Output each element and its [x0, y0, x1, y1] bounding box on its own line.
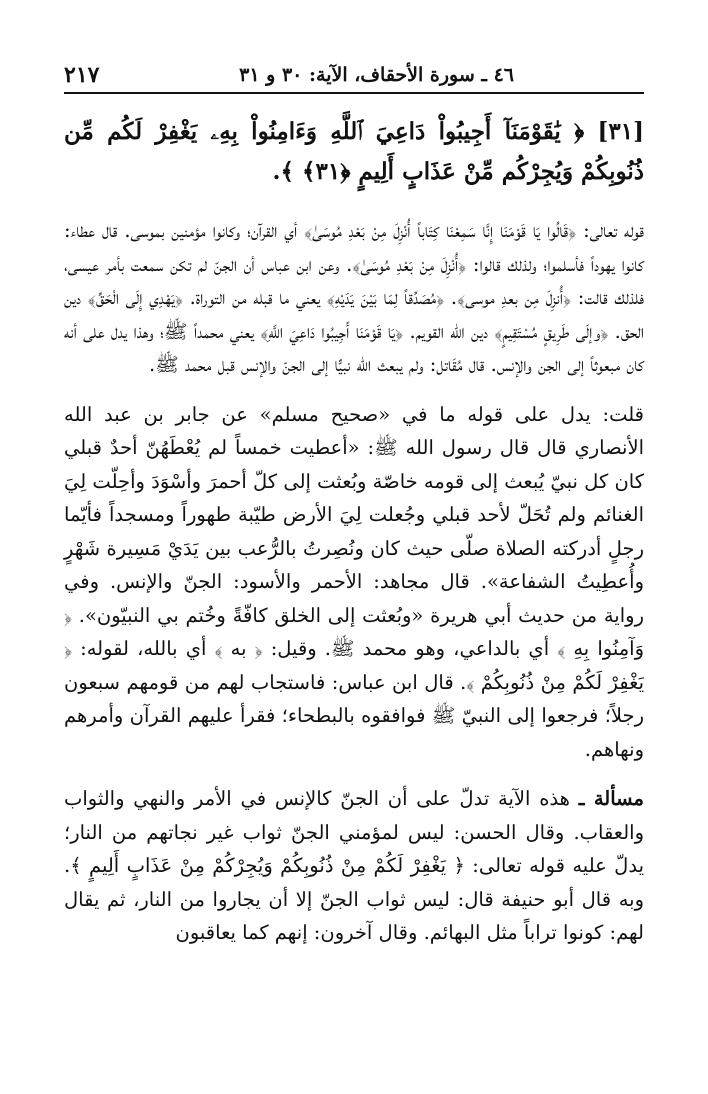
paragraph-text: قلت: يدل على قوله ما في «صحيح مسلم» عن جابر بن عبد الله الأنصاري قال قال رسول الله ﷺ: «أعطيت خمساً لم يُعْطَهُنّ أحدٌ قبلي كان كل نبيّ يُبعث إلى قومه خاصّة وبُعثت إلى كلّ أحمرَ وأسْوَدَ وأحِلّت لِيَ الغنائم ولم تُحَلّ لأحد قبلي وجُعلت لِيَ الأرض طيّبة طهوراً ومسجداً فأيّما رجلٍ أدركته الصلاة صلّى حيث كان ونُصِرتُ بالرُّعب بين يَدَيْ مَسِيرة شَهْرٍ وأُعطِيتُ الشفاعة». قال مجاهد: الأحمر والأسود: الجنّ والإنس. وفي رواية من حديث أبي هريرة «وبُعثت إلى الخلق كافّةً وخُتم بي النبيّون». ﴿ وَآمِنُوا بِهِ ﴾ أي بالداعي، وهو محمد ﷺ. وقيل: ﴿ به ﴾ أي بالله، لقوله: ﴿ يَغْفِرْ لَكُمْ مِنْ ذُنُوبِكُمْ ﴾. قال ابن عباس: فاستجاب لهم من قومهم سبعون رجلاً؛ فرجعوا إلى النبيّ ﷺ فوافقوه بالبطحاء؛ فقرأ عليهم القرآن وأمرهم ونهاهم. — [64, 402, 644, 761]
paragraph-text: هذه الآية تدلّ على أن الجنّ كالإنس في الأمر والنهي والثواب والعقاب. وقال الحسن: ليس لمؤمني الجنّ ثواب غير نجاتهم من النار؛ يدلّ عليه قوله تعالى: ﴿ يَغْفِرْ لَكُمْ مِنْ ذُنُوبِكُمْ وَيُجِرْكُمْ مِنْ عَذَابٍ أَلِيمٍ ﴾. وبه قال أبو حنيفة قال: ليس ثواب الجنّ إلا أن يجاروا من النار، ثم يقال لهم: كونوا تراباً مثل البهائم. وقال آخرون: إنهم كما يعاقبون — [64, 787, 644, 944]
paragraph-masala — [64, 782, 644, 950]
page-number: ٢١٧ — [64, 62, 100, 88]
running-title: ٤٦ ـ سورة الأحقاف، الآية: ٣٠ و ٣١ — [239, 64, 514, 86]
verse-number: [٣١] — [597, 118, 644, 145]
paragraph-tafsir — [64, 214, 644, 382]
paragraph-text: قوله تعالى: ﴿قَالُوا يَا قَوْمَنَا إِنَّا سَمِعْنَا كِتَاباً أُنْزِلَ مِنْ بَعْدِ مُوسَىٰ﴾ أي القرآن؛ وكانوا مؤمنين بموسى. قال عطاء: كانوا يهوداً فأسلموا؛ ولذلك قالوا: ﴿أُنْزِلَ مِنْ بَعْدِ مُوسَىٰ﴾. وعن ابن عباس أن الجنّ لم تكن سمعت بأمر عيسى، فلذلك قالت: ﴿أُنزِلَ مِن بعدِ موسى﴾. ﴿مُصَدِّقاً لِمَا بَيْنَ يَدَيْهِ﴾ يعني ما قبله من التوراة. ﴿يَهْدِي إِلَى الْحَقِّ﴾ دين الحق. ﴿وإلَى طَرِيقٍ مُسْتَقِيمٍ﴾ دين الله القويم. ﴿يَا قَوْمَنَا أَجِيبُوا دَاعِيَ اللَّهِ﴾ يعني محمداً ﷺ؛ وهذا يدل على أنه كان مبعوثاً إلى الجن والإنس. قال مُقَاتل: ولم يبعث الله نبيًّا إلى الجنّ والإنس قبل محمد ﷺ. — [64, 219, 644, 376]
page-content — [64, 112, 644, 958]
page-header — [64, 62, 644, 94]
masala-heading: مسألة ـ — [578, 787, 645, 810]
quran-verse — [64, 112, 644, 192]
verse-text: ﴿ يَٰقَوْمَنَآ أَجِيبُواْ دَاعِيَ ٱللَّهِ وَءَامِنُواْ بِهِۦ يَغْفِرْ لَكُم مِّن ذُنُوبِكُمْ وَيُجِرْكُم مِّنْ عَذَابٍ أَلِيمٍ ﴿٣١﴾ ﴾. — [64, 118, 644, 185]
paragraph-hadith — [64, 398, 644, 767]
